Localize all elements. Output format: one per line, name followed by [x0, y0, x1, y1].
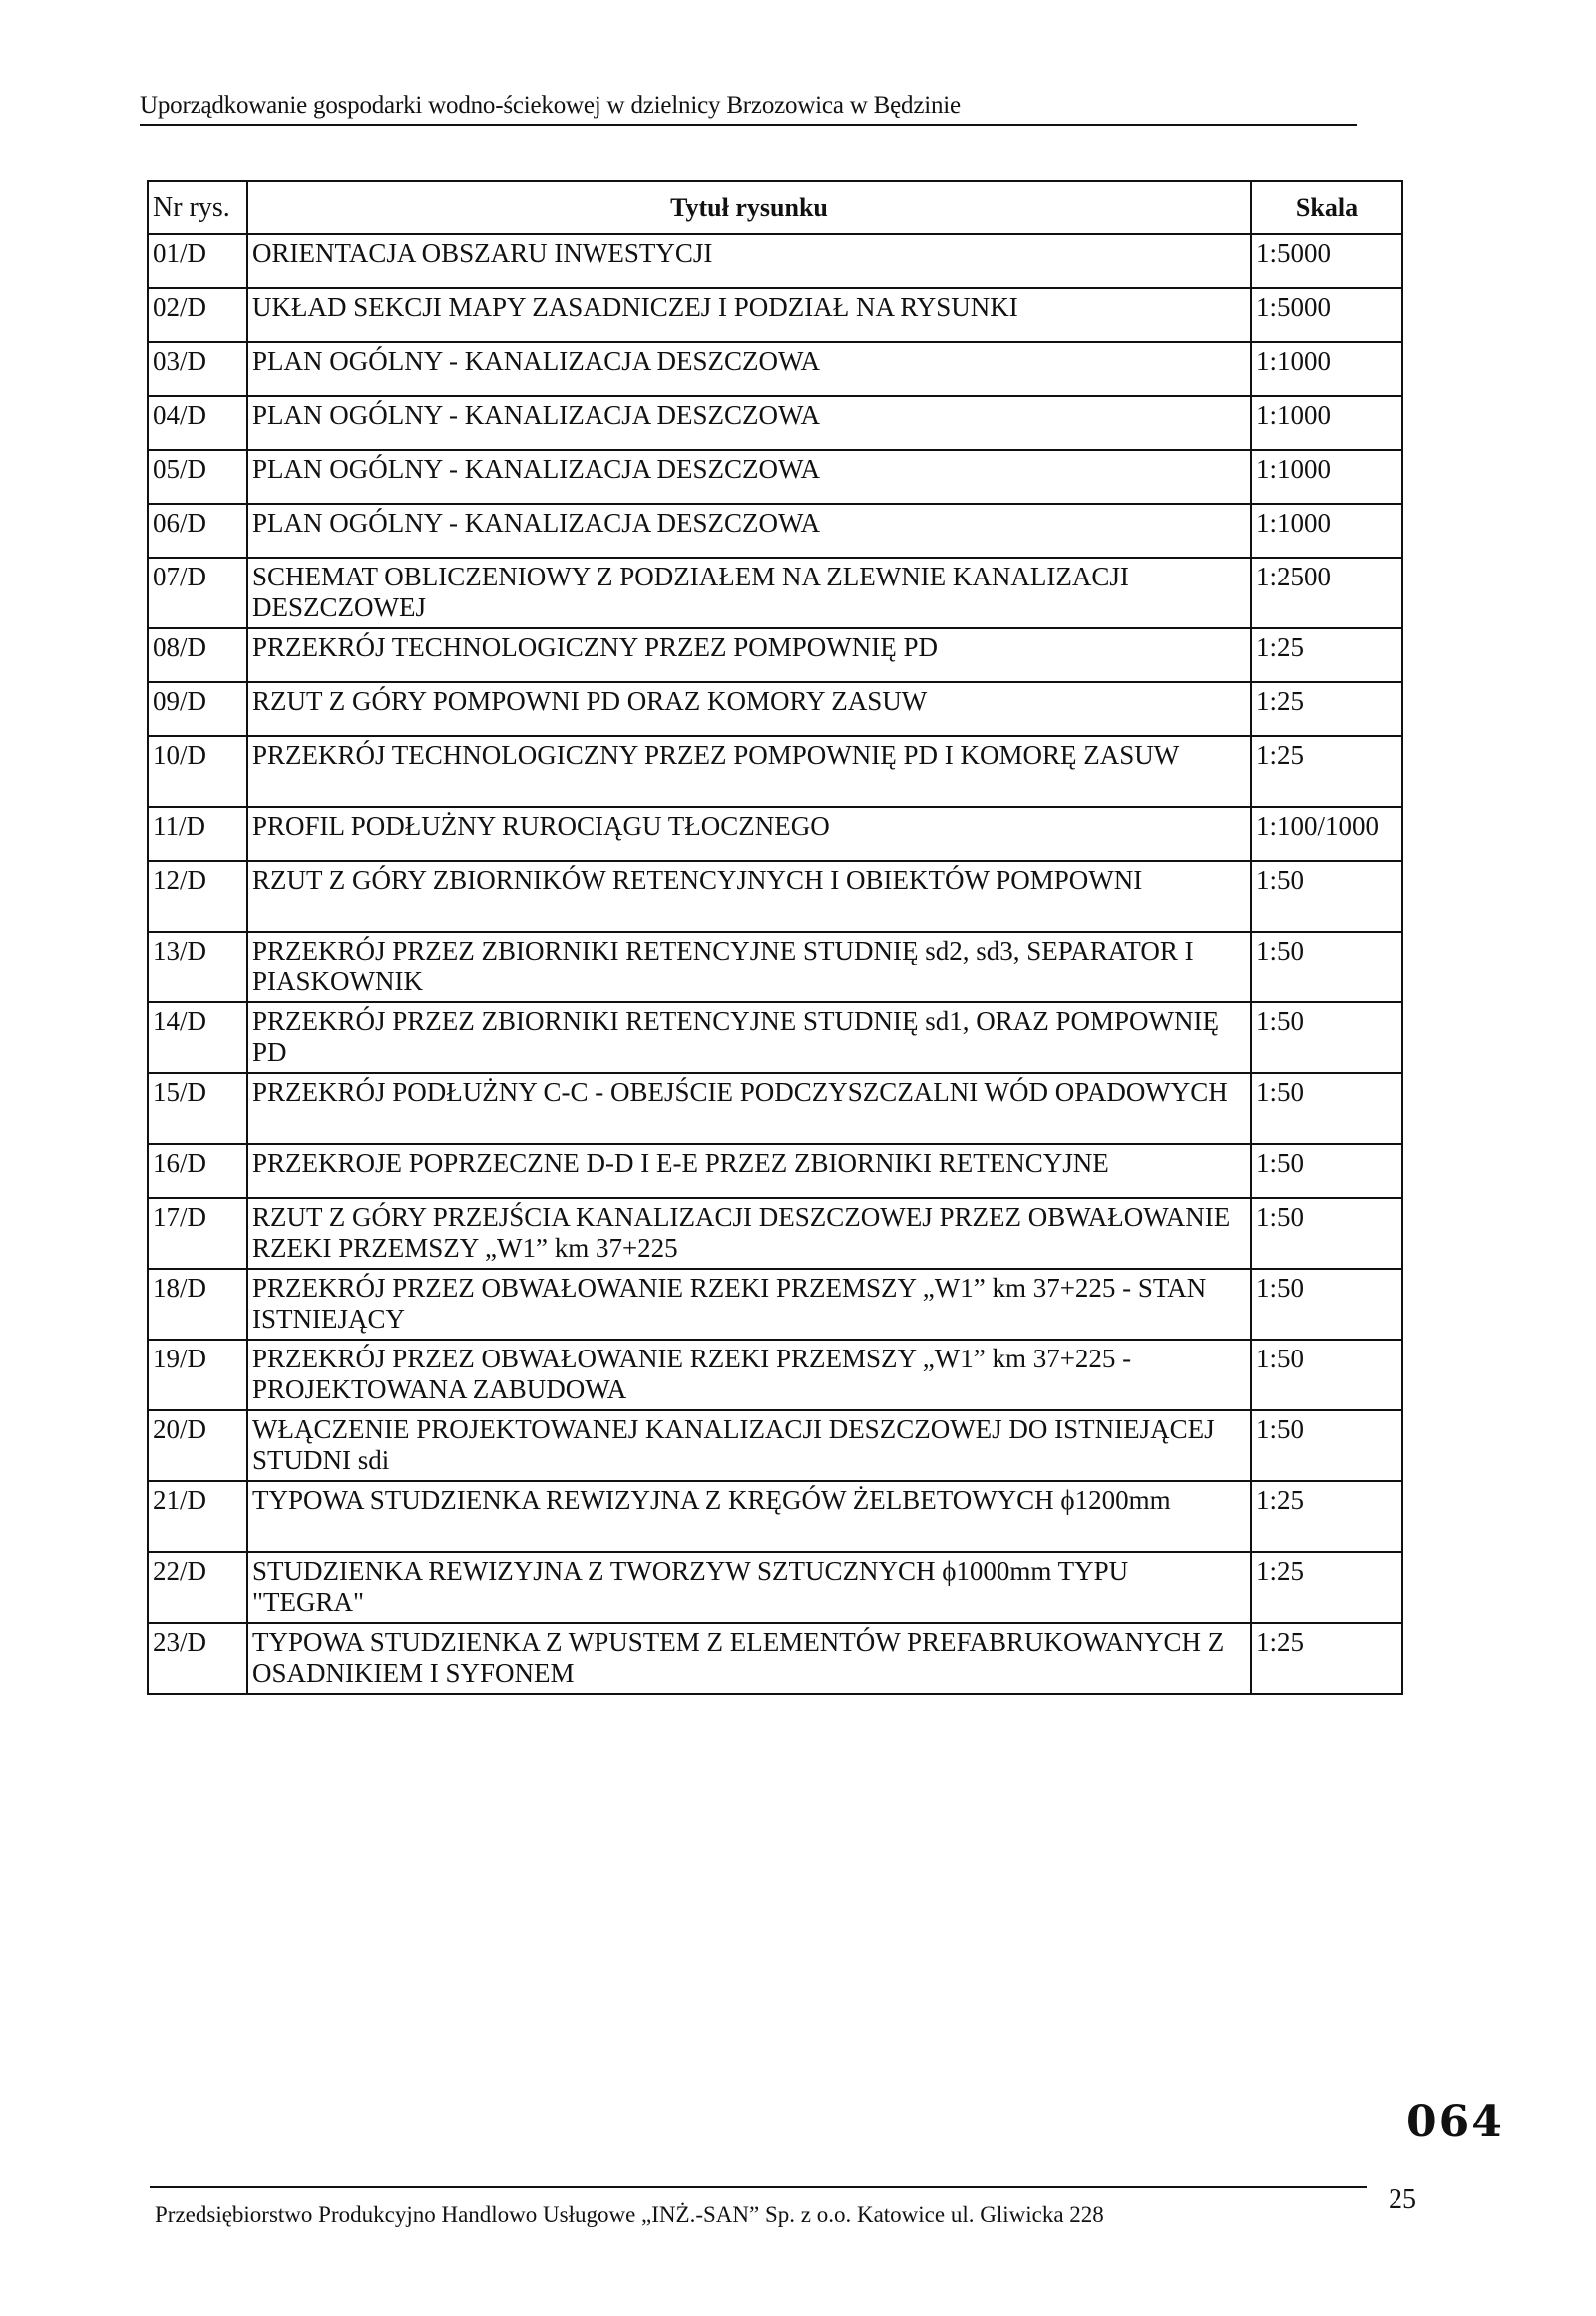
- drawing-title: PRZEKRÓJ TECHNOLOGICZNY PRZEZ POMPOWNIĘ PD I KOMORĘ ZASUW: [247, 736, 1251, 807]
- drawing-title: PRZEKRÓJ PRZEZ ZBIORNIKI RETENCYJNE STUDNIĘ sd2, sd3, SEPARATOR I PIASKOWNIK: [247, 932, 1251, 1002]
- page-header-title: Uporządkowanie gospodarki wodno-ściekowej w dzielnicy Brzozowica w Będzinie: [140, 92, 961, 119]
- drawing-title: SCHEMAT OBLICZENIOWY Z PODZIAŁEM NA ZLEWNIE KANALIZACJI DESZCZOWEJ: [247, 558, 1251, 628]
- drawing-number: 04/D: [148, 396, 247, 450]
- table-row: [148, 396, 1402, 450]
- table-row: [148, 1073, 1402, 1144]
- page-number: 25: [1389, 2184, 1416, 2215]
- drawing-title: PLAN OGÓLNY - KANALIZACJA DESZCZOWA: [247, 504, 1251, 558]
- table-row: [148, 1623, 1402, 1694]
- drawing-scale: 1:1000: [1251, 450, 1402, 504]
- drawing-number: 22/D: [148, 1552, 247, 1623]
- drawing-scale: 1:50: [1251, 1340, 1402, 1410]
- drawing-number: 03/D: [148, 342, 247, 396]
- drawing-scale: 1:50: [1251, 1144, 1402, 1198]
- drawing-title: PRZEKRÓJ PRZEZ OBWAŁOWANIE RZEKI PRZEMSZY „W1” km 37+225 - STAN ISTNIEJĄCY: [247, 1269, 1251, 1340]
- drawing-title: TYPOWA STUDZIENKA REWIZYJNA Z KRĘGÓW ŻELBETOWYCH ϕ1200mm: [247, 1481, 1251, 1552]
- drawing-number: 01/D: [148, 234, 247, 288]
- drawing-scale: 1:50: [1251, 932, 1402, 1002]
- table-row: [148, 1198, 1402, 1269]
- drawing-title: PROFIL PODŁUŻNY RUROCIĄGU TŁOCZNEGO: [247, 807, 1251, 861]
- drawing-scale: 1:50: [1251, 1269, 1402, 1340]
- column-header-title: Tytuł rysunku: [247, 181, 1251, 234]
- drawing-number: 12/D: [148, 861, 247, 932]
- drawing-title: UKŁAD SEKCJI MAPY ZASADNICZEJ I PODZIAŁ NA RYSUNKI: [247, 288, 1251, 342]
- drawing-scale: 1:50: [1251, 861, 1402, 932]
- column-header-number: Nr rys.: [148, 181, 247, 234]
- drawing-scale: 1:2500: [1251, 558, 1402, 628]
- table-row: [148, 628, 1402, 682]
- drawing-number: 10/D: [148, 736, 247, 807]
- drawing-scale: 1:1000: [1251, 342, 1402, 396]
- archive-stamp-number: 064: [1406, 2097, 1504, 2147]
- drawing-title: PLAN OGÓLNY - KANALIZACJA DESZCZOWA: [247, 396, 1251, 450]
- drawing-scale: 1:25: [1251, 1552, 1402, 1623]
- drawing-title: PRZEKRÓJ TECHNOLOGICZNY PRZEZ POMPOWNIĘ PD: [247, 628, 1251, 682]
- column-header-scale: Skala: [1251, 181, 1402, 234]
- drawing-scale: 1:50: [1251, 1410, 1402, 1481]
- table-row: [148, 450, 1402, 504]
- drawing-number: 13/D: [148, 932, 247, 1002]
- drawing-number: 05/D: [148, 450, 247, 504]
- table-body: [148, 234, 1402, 1694]
- table-row: [148, 932, 1402, 1002]
- drawing-title: TYPOWA STUDZIENKA Z WPUSTEM Z ELEMENTÓW PREFABRUKOWANYCH Z OSADNIKIEM I SYFONEM: [247, 1623, 1251, 1694]
- drawing-number: 18/D: [148, 1269, 247, 1340]
- drawing-title: ORIENTACJA OBSZARU INWESTYCJI: [247, 234, 1251, 288]
- drawing-title: PRZEKRÓJ PRZEZ ZBIORNIKI RETENCYJNE STUDNIĘ sd1, ORAZ POMPOWNIĘ PD: [247, 1002, 1251, 1073]
- table-row: [148, 736, 1402, 807]
- drawing-scale: 1:25: [1251, 1623, 1402, 1694]
- drawing-title: RZUT Z GÓRY ZBIORNIKÓW RETENCYJNYCH I OBIEKTÓW POMPOWNI: [247, 861, 1251, 932]
- drawing-number: 14/D: [148, 1002, 247, 1073]
- drawing-title: PLAN OGÓLNY - KANALIZACJA DESZCZOWA: [247, 342, 1251, 396]
- drawing-number: 19/D: [148, 1340, 247, 1410]
- drawing-scale: 1:1000: [1251, 504, 1402, 558]
- drawing-number: 11/D: [148, 807, 247, 861]
- table-row: [148, 234, 1402, 288]
- drawing-scale: 1:100/1000: [1251, 807, 1402, 861]
- table-row: [148, 861, 1402, 932]
- drawing-scale: 1:50: [1251, 1198, 1402, 1269]
- table-row: [148, 807, 1402, 861]
- table-row: [148, 558, 1402, 628]
- drawing-scale: 1:25: [1251, 628, 1402, 682]
- table-row: [148, 288, 1402, 342]
- drawing-scale: 1:25: [1251, 736, 1402, 807]
- drawing-title: PRZEKROJE POPRZECZNE D-D I E-E PRZEZ ZBIORNIKI RETENCYJNE: [247, 1144, 1251, 1198]
- drawing-number: 02/D: [148, 288, 247, 342]
- table-row: [148, 342, 1402, 396]
- table-row: [148, 1269, 1402, 1340]
- drawing-title: RZUT Z GÓRY PRZEJŚCIA KANALIZACJI DESZCZOWEJ PRZEZ OBWAŁOWANIE RZEKI PRZEMSZY „W1” km 37+225: [247, 1198, 1251, 1269]
- drawing-scale: 1:1000: [1251, 396, 1402, 450]
- drawing-title: STUDZIENKA REWIZYJNA Z TWORZYW SZTUCZNYCH ϕ1000mm TYPU "TEGRA": [247, 1552, 1251, 1623]
- drawing-number: 17/D: [148, 1198, 247, 1269]
- drawing-scale: 1:25: [1251, 1481, 1402, 1552]
- page-footer: [150, 2186, 1367, 2228]
- table-row: [148, 1410, 1402, 1481]
- drawing-scale: 1:25: [1251, 682, 1402, 736]
- drawing-number: 06/D: [148, 504, 247, 558]
- page-header: [140, 80, 1357, 126]
- table-row: [148, 504, 1402, 558]
- drawings-table: [147, 180, 1403, 1695]
- drawing-title: RZUT Z GÓRY POMPOWNI PD ORAZ KOMORY ZASUW: [247, 682, 1251, 736]
- drawing-title: PRZEKRÓJ PRZEZ OBWAŁOWANIE RZEKI PRZEMSZY „W1” km 37+225 - PROJEKTOWANA ZABUDOWA: [247, 1340, 1251, 1410]
- footer-company-text: Przedsiębiorstwo Produkcyjno Handlowo Usługowe „INŻ.-SAN” Sp. z o.o. Katowice ul. Gliwicka 228: [155, 2202, 1104, 2227]
- drawing-title: PLAN OGÓLNY - KANALIZACJA DESZCZOWA: [247, 450, 1251, 504]
- table-row: [148, 1144, 1402, 1198]
- drawing-scale: 1:50: [1251, 1002, 1402, 1073]
- drawing-scale: 1:50: [1251, 1073, 1402, 1144]
- table-row: [148, 1481, 1402, 1552]
- table-row: [148, 1552, 1402, 1623]
- drawing-scale: 1:5000: [1251, 288, 1402, 342]
- drawing-number: 21/D: [148, 1481, 247, 1552]
- table-header-row: [148, 181, 1402, 234]
- drawing-number: 23/D: [148, 1623, 247, 1694]
- table-row: [148, 682, 1402, 736]
- drawing-number: 20/D: [148, 1410, 247, 1481]
- table-row: [148, 1340, 1402, 1410]
- drawing-scale: 1:5000: [1251, 234, 1402, 288]
- drawing-title: PRZEKRÓJ PODŁUŻNY C-C - OBEJŚCIE PODCZYSZCZALNI WÓD OPADOWYCH: [247, 1073, 1251, 1144]
- drawing-number: 07/D: [148, 558, 247, 628]
- table-row: [148, 1002, 1402, 1073]
- drawing-title: WŁĄCZENIE PROJEKTOWANEJ KANALIZACJI DESZCZOWEJ DO ISTNIEJĄCEJ STUDNI sdi: [247, 1410, 1251, 1481]
- drawing-number: 09/D: [148, 682, 247, 736]
- drawing-number: 15/D: [148, 1073, 247, 1144]
- drawing-number: 08/D: [148, 628, 247, 682]
- drawing-number: 16/D: [148, 1144, 247, 1198]
